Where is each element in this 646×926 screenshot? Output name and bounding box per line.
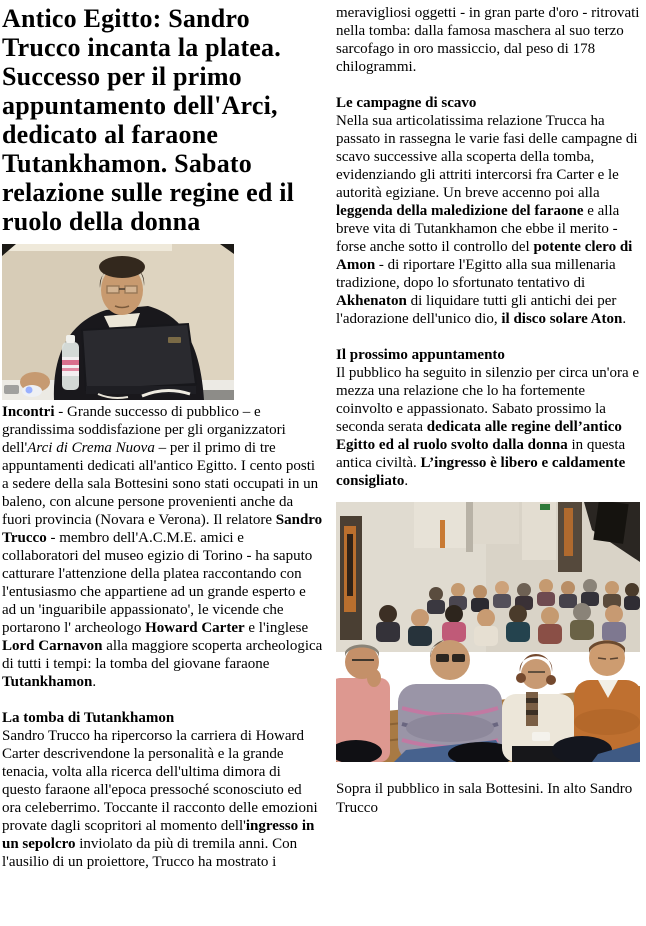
text-segment: - membro dell'A.C.M.E. amici e collaboratori del museo egizio di Torino - ha saputo catturare l'attenzione della platea raccontando con l'entusiasmo che appartiene ad un grande esperto e ad un 'inguaribile appassionato', le vicende che portarono l' archeologo	[2, 530, 313, 636]
text-segment: Howard Carter	[145, 620, 245, 636]
continuation-paragraph	[336, 4, 642, 76]
section-heading-tomba: La tomba di Tutankhamon	[2, 710, 175, 726]
text-segment: di liquidare tutti gli antichi dei per l'adorazione dell'unico dio,	[336, 293, 617, 327]
text-segment: – per il primo di tre appuntamenti dedicati all'antico Egitto. I cento posti a sedere della sala Bottesini sono stati occupati in un baleno, con alcune persone provenienti anche da fuori provincia (Novara e Verona). Il relatore	[2, 440, 319, 528]
text-segment: meravigliosi oggetti - in gran parte d'oro - ritrovati nella tomba: dalla famosa maschera al suo terzo sarcofago in oro massiccio, dal peso di 178 chilogrammi.	[336, 5, 640, 75]
section-heading-appuntamento: Il prossimo appuntamento	[336, 347, 505, 363]
right-column-text	[336, 4, 642, 490]
text-segment: Akhenaton	[336, 293, 407, 309]
text-segment: in questa antica civiltà.	[336, 437, 626, 471]
left-column-text	[2, 403, 323, 871]
speaker-photo-illustration	[2, 244, 234, 400]
campagne-paragraph	[336, 112, 642, 328]
section-heading-campagne: Le campagne di scavo	[336, 95, 477, 111]
speaker-photo	[2, 244, 234, 400]
text-segment: L’ingresso è libero e caldamente consigliato	[336, 455, 626, 489]
text-segment: .	[92, 674, 97, 690]
text-segment: Sandro Trucco	[2, 512, 323, 546]
text-segment: e l'inglese	[244, 620, 309, 636]
audience-photo-illustration	[336, 502, 640, 762]
text-segment: Nella sua articolatissima relazione Trucca ha passato in rassegna le varie fasi delle campagne di scavo successive alla scoperta della tomba, evidenziando gli attriti intercorsi fra Carter e le autorità egiziane. Un breve accenno poi alla	[336, 113, 638, 201]
text-segment: .	[404, 473, 409, 489]
text-segment: Sandro Trucco ha ripercorso la carriera di Howard Carter descrivendone la personalità e la grande tenacia, volta alla ricerca dell'ultima dimora di questo faraone all'epoca pressoché sconosciuto ed ora celeberrimo. Toccante il racconto delle emozioni provate dagli scopritori al momento dell'	[2, 728, 318, 834]
text-segment: - Grande successo di pubblico – e grandissima soddisfazione per gli organizzatori dell'	[2, 404, 286, 456]
text-segment: potente clero di Amon	[336, 239, 633, 273]
headline: Antico Egitto: Sandro Trucco incanta la platea. Successo per il primo appuntamento dell'Arci, dedicato al faraone Tutankhamon. Sabato relazione sulle regine ed il ruolo della donna	[2, 4, 295, 236]
text-segment: Il pubblico ha seguito in silenzio per circa un'ora e mezza una relazione che lo ha fortemente coinvolto e appassionato. Sabato prossimo la seconda serata	[336, 365, 640, 435]
text-segment: alla maggiore scoperta archeologica di tutti i tempi: la tomba del giovane faraone	[2, 638, 323, 672]
tomba-paragraph	[2, 727, 323, 871]
text-segment: Lord Carnavon	[2, 638, 103, 654]
intro-paragraph	[2, 403, 323, 691]
text-segment: il disco solare Aton	[501, 311, 623, 327]
audience-photo	[336, 502, 640, 762]
text-segment: ingresso in un sepolcro	[2, 818, 315, 852]
text-segment: - di riportare l'Egitto alla sua millenaria tradizione, dopo lo sfortunato tentativo di	[336, 257, 616, 291]
text-segment: Incontri	[2, 404, 55, 420]
text-segment: dedicata alle regine dell’antico Egitto ed al ruolo svolto dalla donna	[336, 419, 622, 453]
text-segment: inviolato da più di tremila anni. Con l'ausilio di un proiettore, Trucco ha mostrato i	[2, 836, 298, 870]
appuntamento-paragraph	[336, 364, 642, 490]
left-column	[2, 4, 323, 871]
text-segment: .	[622, 311, 627, 327]
text-segment: Tutankhamon	[2, 674, 93, 690]
photo-caption: Sopra il pubblico in sala Bottesini. In alto Sandro Trucco	[336, 781, 633, 816]
right-column	[336, 4, 642, 818]
text-segment: Arci di Crema Nuova	[27, 440, 155, 456]
text-segment: e alla breve vita di Tutankhamon che ebbe il merito - forse anche sotto il controllo del	[336, 203, 620, 255]
text-segment: leggenda della maledizione del faraone	[336, 203, 584, 219]
